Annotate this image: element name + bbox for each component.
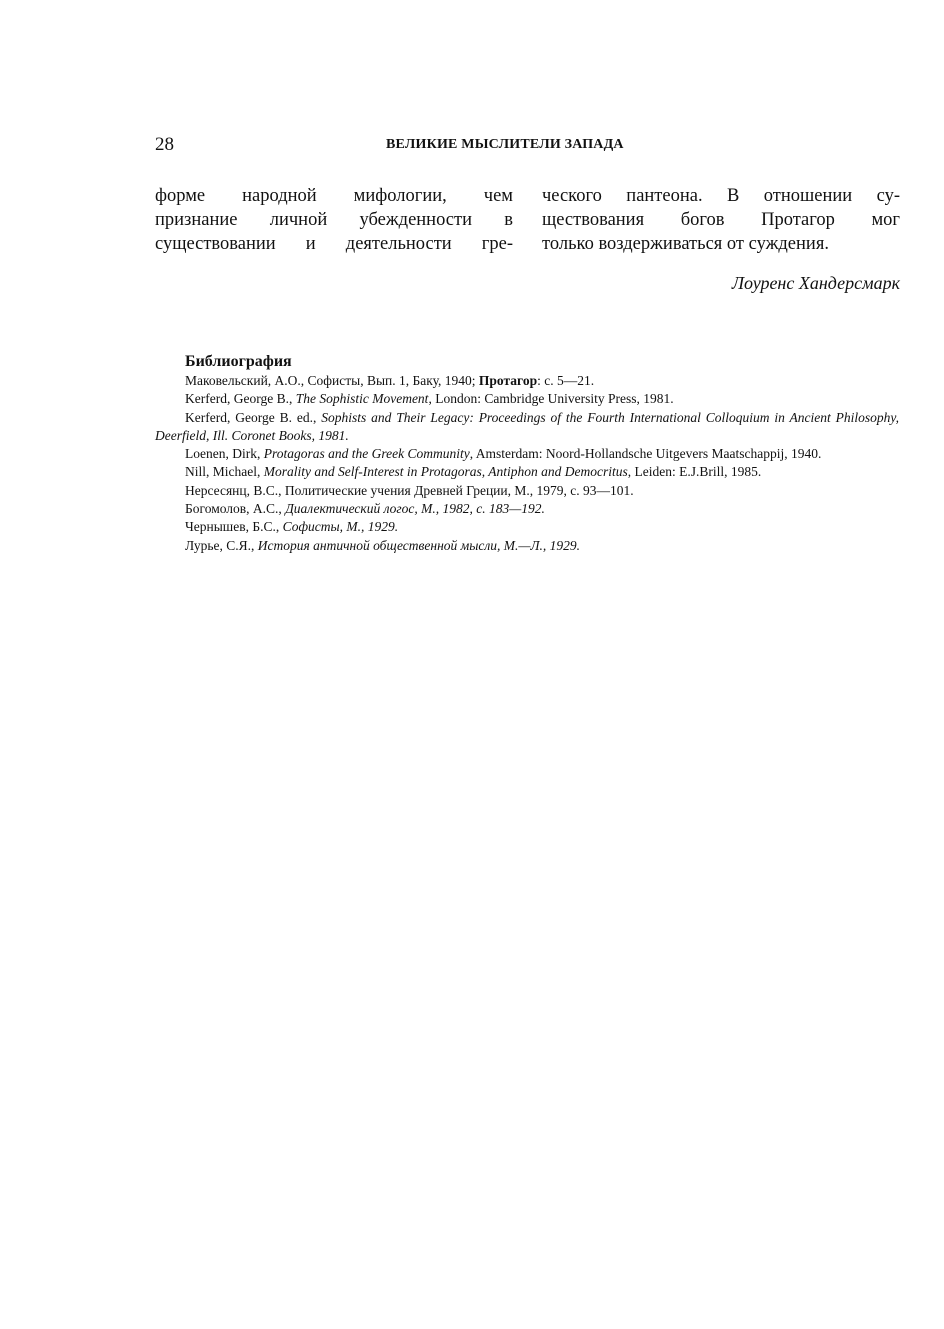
entry-title: История античной общественной мысли, М.—Л., 1929.	[257, 537, 581, 553]
entry-text: Нерсесянц, В.С., Политические учения Древней Греции, М., 1979, с. 93—101.	[185, 482, 634, 498]
entry-text: Kerferd, George B. ed.,	[185, 409, 322, 425]
page-number: 28	[155, 134, 174, 155]
entry-text: , London: Cambridge University Press, 1981.	[428, 391, 674, 407]
bibliography-entry	[155, 372, 899, 390]
entry-bold: Протагор	[478, 373, 538, 388]
entry-text: : с. 5—21.	[537, 373, 595, 388]
entry-text: Лурье, С.Я.,	[185, 537, 258, 553]
bibliography-title: Библиография	[185, 353, 292, 370]
entry-text: Nill, Michael,	[185, 464, 264, 480]
bibliography-entry	[155, 390, 899, 408]
text-line: существовании и деятельности гре-	[155, 234, 513, 254]
text-line: форме народной мифологии, чем	[155, 186, 513, 206]
bibliography-entry	[155, 482, 899, 500]
text-line: ческого пантеона. В отношении су-	[542, 186, 900, 206]
bibliography	[155, 352, 899, 555]
entry-text: , Leiden: E.J.Brill, 1985.	[627, 464, 762, 480]
entry-title: Софисты, М., 1929.	[282, 519, 399, 535]
text-line: признание личной убежденности в	[155, 210, 513, 230]
entry-text: Чернышев, Б.С.,	[185, 519, 283, 535]
bibliography-entry	[155, 500, 899, 518]
entry-title: Sophists and Their Legacy: Proceedings of the Fourth International Colloquium in Ancient Philosophy, Deerfield, Ill. Coronet Books, 1981.	[155, 409, 900, 443]
entry-text: Маковельский, А.О., Софисты, Вып. 1, Баку, 1940;	[185, 373, 479, 388]
entry-text: Kerferd, George B.,	[185, 391, 296, 407]
bibliography-entry	[155, 537, 899, 555]
bibliography-entry	[155, 463, 899, 481]
bibliography-entry	[155, 518, 899, 536]
bibliography-entry	[155, 445, 899, 463]
text-column-right	[542, 184, 900, 256]
text-column-left	[155, 184, 513, 256]
bibliography-entry	[155, 409, 899, 446]
text-line: только воздерживаться от суждения.	[542, 234, 829, 254]
entry-text: Богомолов, А.С.,	[185, 501, 286, 517]
author-signature: Лоуренс Хандерсмарк	[731, 273, 900, 293]
entry-text: Loenen, Dirk,	[185, 446, 264, 462]
running-title: ВЕЛИКИЕ МЫСЛИТЕЛИ ЗАПАДА	[386, 137, 624, 152]
entry-title: The Sophistic Movement	[295, 391, 429, 407]
entry-text: , Amsterdam: Noord-Hollandsche Uitgevers Maatschappij, 1940.	[469, 446, 822, 462]
entry-title: Диалектический логос, М., 1982, с. 183—192.	[285, 501, 545, 517]
text-line: ществования богов Протагор мог	[542, 210, 900, 230]
entry-title: Protagoras and the Greek Community	[263, 446, 470, 462]
entry-title: Morality and Self-Interest in Protagoras, Antiphon and Democritus	[263, 464, 628, 480]
